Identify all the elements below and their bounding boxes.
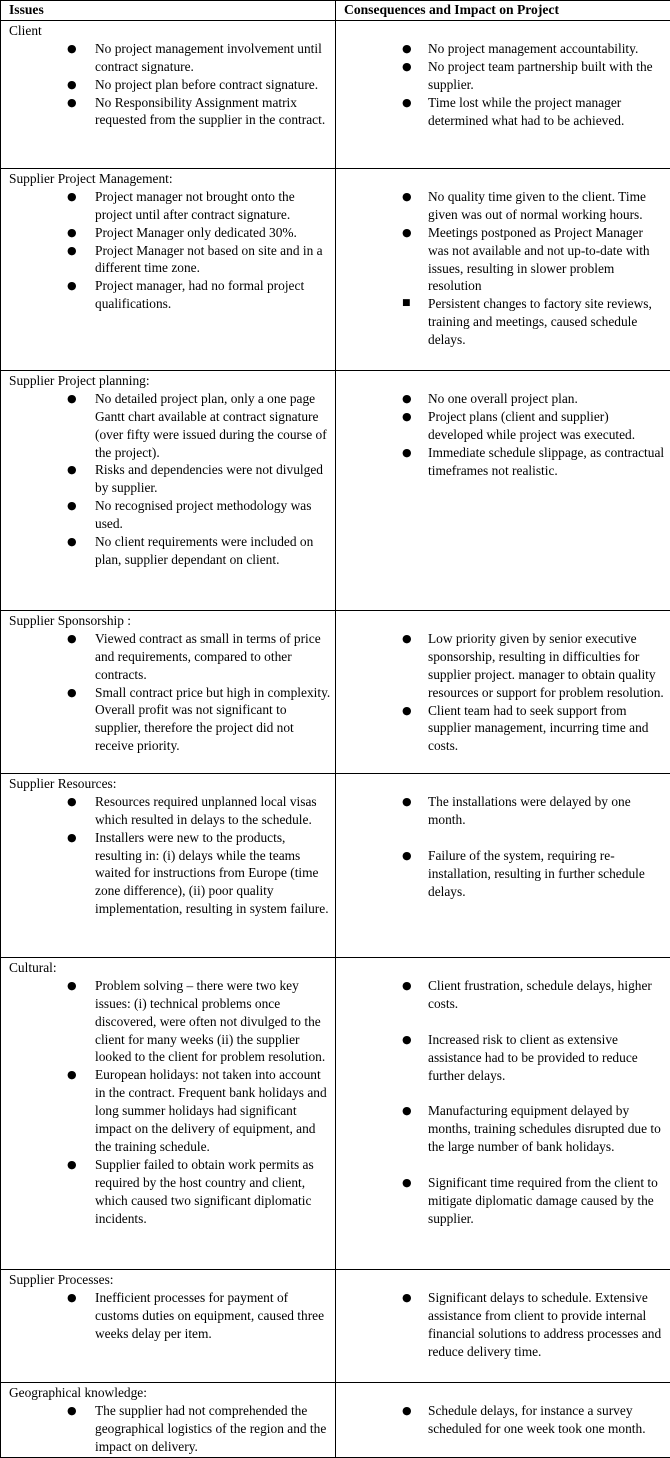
issue-item: ● Project Manager not based on site and in a different time zone.	[9, 242, 331, 278]
bullet-icon: ●	[67, 684, 77, 702]
impact-item: ● Manufacturing equipment delayed by months, training schedules disrupted due to the large number of bank holidays.	[344, 1102, 666, 1156]
issue-item: ● Small contract price but high in complexity. Overall profit was not significant to supplier, therefore the project did not receive priority.	[9, 684, 331, 756]
bullet-icon: ●	[402, 444, 412, 462]
issue-item: ● Project manager, had no formal project qualifications.	[9, 277, 331, 313]
impact-item: ● Client team had to seek support from supplier management, incurring time and costs.	[344, 702, 666, 756]
table-row	[1, 20, 670, 168]
bullet-icon: ●	[67, 390, 77, 408]
bullet-icon: ●	[402, 40, 412, 58]
bullet-icon: ●	[67, 1156, 77, 1174]
bullet-icon: ●	[402, 224, 412, 242]
bullet-icon: ●	[402, 408, 412, 426]
table-row	[1, 1269, 670, 1382]
impact-item: ● No project team partnership built with the supplier.	[344, 58, 666, 94]
bullet-icon: ●	[402, 1102, 412, 1120]
impact-item: ● Significant delays to schedule. Extensive assistance from client to provide internal financial solutions to address processes and reduce delivery time.	[344, 1289, 666, 1361]
bullet-icon: ●	[67, 630, 77, 648]
issue-item: ● No Responsibility Assignment matrix requested from the supplier in the contract.	[9, 94, 331, 130]
table-row	[1, 370, 670, 610]
bullet-icon: ●	[67, 224, 77, 242]
impact-cell	[336, 1382, 670, 1457]
category-label: Supplier Project planning:	[9, 372, 331, 390]
impact-item: ● No project management accountability.	[344, 40, 666, 58]
square-bullet-icon: ■	[402, 295, 412, 313]
bullet-icon: ●	[67, 76, 77, 94]
issue-item: ● Inefficient processes for payment of customs duties on equipment, caused three weeks delay per item.	[9, 1289, 331, 1343]
impact-item: ● Immediate schedule slippage, as contractual timeframes not realistic.	[344, 444, 666, 480]
issue-item: ● No recognised project methodology was used.	[9, 497, 331, 533]
bullet-icon: ●	[402, 1402, 412, 1420]
impact-cell	[336, 20, 670, 168]
impact-cell	[336, 370, 670, 610]
bullet-icon: ●	[67, 461, 77, 479]
impact-cell	[336, 610, 670, 773]
impact-item: ● The installations were delayed by one month.	[344, 793, 666, 829]
impact-cell	[336, 1269, 670, 1382]
issues-cell	[1, 168, 336, 370]
issue-item: ● No project plan before contract signature.	[9, 76, 331, 94]
issue-item: ● European holidays: not taken into account in the contract. Frequent bank holidays and long summer holidays had significant impact on the delivery of equipment, and the training schedule.	[9, 1066, 331, 1156]
bullet-icon: ●	[67, 1066, 77, 1084]
bullet-icon: ●	[67, 977, 77, 995]
bullet-icon: ●	[402, 94, 412, 112]
impact-item: ● Significant time required from the client to mitigate diplomatic damage caused by the supplier.	[344, 1174, 666, 1228]
category-label: Geographical knowledge:	[9, 1384, 331, 1402]
impact-item: ■ Persistent changes to factory site reviews, training and meetings, caused schedule delays.	[344, 295, 666, 349]
impact-cell	[336, 957, 670, 1269]
table-row	[1, 168, 670, 370]
issue-item: ● Risks and dependencies were not divulged by supplier.	[9, 461, 331, 497]
impact-cell	[336, 773, 670, 957]
issues-cell	[1, 370, 336, 610]
bullet-icon: ●	[67, 1402, 77, 1420]
impact-item: ● Failure of the system, requiring re-installation, resulting in further schedule delays.	[344, 847, 666, 901]
bullet-icon: ●	[67, 242, 77, 260]
table-row	[1, 773, 670, 957]
issue-item: ● Project Manager only dedicated 30%.	[9, 224, 331, 242]
issue-item: ● Supplier failed to obtain work permits as required by the host country and client, which caused two significant diplomatic incidents.	[9, 1156, 331, 1228]
bullet-icon: ●	[402, 1174, 412, 1192]
bullet-icon: ●	[402, 58, 412, 76]
bullet-icon: ●	[67, 793, 77, 811]
category-label: Supplier Sponsorship :	[9, 612, 331, 630]
bullet-icon: ●	[402, 702, 412, 720]
column-header-consequences: Consequences and Impact on Project	[336, 1, 670, 21]
category-label: Supplier Resources:	[9, 775, 331, 793]
category-label: Supplier Project Management:	[9, 170, 331, 188]
column-header-issues: Issues	[1, 1, 336, 21]
issues-cell	[1, 1269, 336, 1382]
category-label: Client	[9, 22, 331, 40]
impact-item: ● Increased risk to client as extensive assistance had to be provided to reduce further delays.	[344, 1031, 666, 1085]
impact-cell	[336, 168, 670, 370]
bullet-icon: ●	[67, 497, 77, 515]
bullet-icon: ●	[67, 40, 77, 58]
issues-cell	[1, 773, 336, 957]
bullet-icon: ●	[402, 390, 412, 408]
bullet-icon: ●	[402, 630, 412, 648]
bullet-icon: ●	[67, 829, 77, 847]
table-row	[1, 610, 670, 773]
bullet-icon: ●	[67, 533, 77, 551]
issue-item: ● The supplier had not comprehended the geographical logistics of the region and the impact on delivery.	[9, 1402, 331, 1456]
bullet-icon: ●	[402, 188, 412, 206]
table-row	[1, 957, 670, 1269]
issue-item: ● No detailed project plan, only a one page Gantt chart available at contract signature (over fifty were issued during the course of the project).	[9, 390, 331, 462]
issue-item: ● No client requirements were included on plan, supplier dependant on client.	[9, 533, 331, 569]
issues-cell	[1, 20, 336, 168]
issue-item: ● No project management involvement until contract signature.	[9, 40, 331, 76]
issue-item: ● Installers were new to the products, resulting in: (i) delays while the teams waited for instructions from Europe (time zone difference), (ii) poor quality implementation, resulting in system failure.	[9, 829, 331, 919]
category-label: Supplier Processes:	[9, 1271, 331, 1289]
impact-item: ● Meetings postponed as Project Manager was not available and not up-to-date with issues, resulting in slower problem resolution	[344, 224, 666, 296]
impact-item: ● Project plans (client and supplier) developed while project was executed.	[344, 408, 666, 444]
issue-item: ● Problem solving – there were two key issues: (i) technical problems once discovered, were often not divulged to the client for many weeks (ii) the supplier looked to the client for problem resolution.	[9, 977, 331, 1067]
bullet-icon: ●	[402, 793, 412, 811]
bullet-icon: ●	[402, 1289, 412, 1307]
impact-item: ● Time lost while the project manager determined what had to be achieved.	[344, 94, 666, 130]
issue-item: ● Project manager not brought onto the project until after contract signature.	[9, 188, 331, 224]
bullet-icon: ●	[67, 94, 77, 112]
bullet-icon: ●	[67, 277, 77, 295]
issues-cell	[1, 957, 336, 1269]
issue-item: ● Viewed contract as small in terms of price and requirements, compared to other contracts.	[9, 630, 331, 684]
issue-item: ● Resources required unplanned local visas which resulted in delays to the schedule.	[9, 793, 331, 829]
bullet-icon: ●	[402, 1031, 412, 1049]
issues-cell	[1, 610, 336, 773]
issues-cell	[1, 1382, 336, 1457]
impact-item: ● Client frustration, schedule delays, higher costs.	[344, 977, 666, 1013]
bullet-icon: ●	[67, 188, 77, 206]
table-row	[1, 1382, 670, 1457]
bullet-icon: ●	[402, 977, 412, 995]
impact-item: ● Schedule delays, for instance a survey scheduled for one week took one month.	[344, 1402, 666, 1438]
category-label: Cultural:	[9, 959, 331, 977]
header-row	[1, 1, 670, 21]
impact-item: ● No quality time given to the client. Time given was out of normal working hours.	[344, 188, 666, 224]
bullet-icon: ●	[67, 1289, 77, 1307]
bullet-icon: ●	[402, 847, 412, 865]
impact-item: ● No one overall project plan.	[344, 390, 666, 408]
impact-item: ● Low priority given by senior executive sponsorship, resulting in difficulties for supplier project. manager to obtain quality resources or support for problem resolution.	[344, 630, 666, 702]
